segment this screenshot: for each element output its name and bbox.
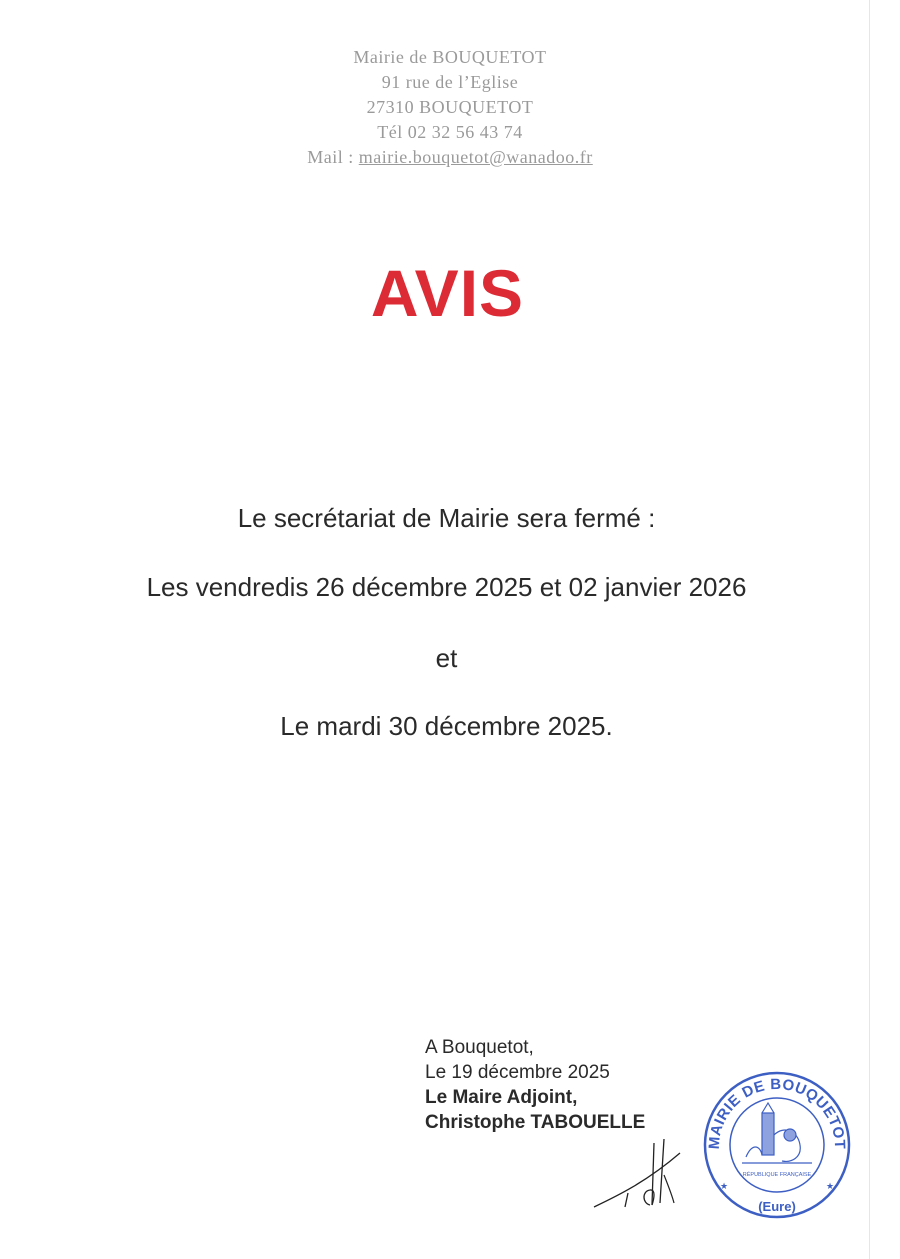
sign-place: A Bouquetot, — [425, 1037, 534, 1058]
letterhead-name: Mairie de BOUQUETOT — [353, 47, 547, 67]
signature-block — [425, 1035, 645, 1135]
stamp-ring-text: MAIRIE DE BOUQUETOT — [705, 1075, 849, 1150]
closure-notice: Le secrétariat de Mairie sera fermé : — [237, 503, 656, 533]
closure-dates-fridays: Les vendredis 26 décembre 2025 et 02 janvier 2026 — [146, 572, 747, 602]
svg-text:MAIRIE DE BOUQUETOT — [706, 1076, 848, 1150]
stamp-star-right-icon: ★ — [826, 1181, 835, 1191]
sign-name: Christophe TABOUELLE — [425, 1112, 646, 1133]
letterhead-city: 27310 BOUQUETOT — [366, 97, 534, 117]
closure-date-tuesday: Le mardi 30 décembre 2025. — [280, 711, 613, 741]
notice-title: AVIS — [370, 256, 525, 330]
stamp-bottom-text: (Eure) — [758, 1199, 796, 1214]
letterhead — [0, 45, 900, 170]
mairie-stamp — [702, 1065, 852, 1220]
stamp-star-left-icon: ★ — [720, 1181, 729, 1191]
letterhead-mail-link[interactable]: mairie.bouquetot@wanadoo.fr — [358, 147, 593, 167]
handwritten-signature — [590, 1135, 690, 1215]
stamp-emblem-icon — [742, 1103, 812, 1163]
letterhead-street: 91 rue de l’Eglise — [381, 72, 519, 92]
letterhead-mail-line — [0, 145, 900, 170]
sign-date: Le 19 décembre 2025 — [425, 1062, 610, 1083]
letterhead-phone: Tél 02 32 56 43 74 — [377, 122, 523, 142]
page-edge-line — [869, 0, 870, 1259]
letterhead-mail-label: Mail : — [307, 147, 359, 167]
conjunction-et: et — [435, 643, 458, 673]
stamp-inner-text: RÉPUBLIQUE FRANÇAISE — [742, 1172, 812, 1178]
sign-role: Le Maire Adjoint, — [425, 1087, 578, 1108]
